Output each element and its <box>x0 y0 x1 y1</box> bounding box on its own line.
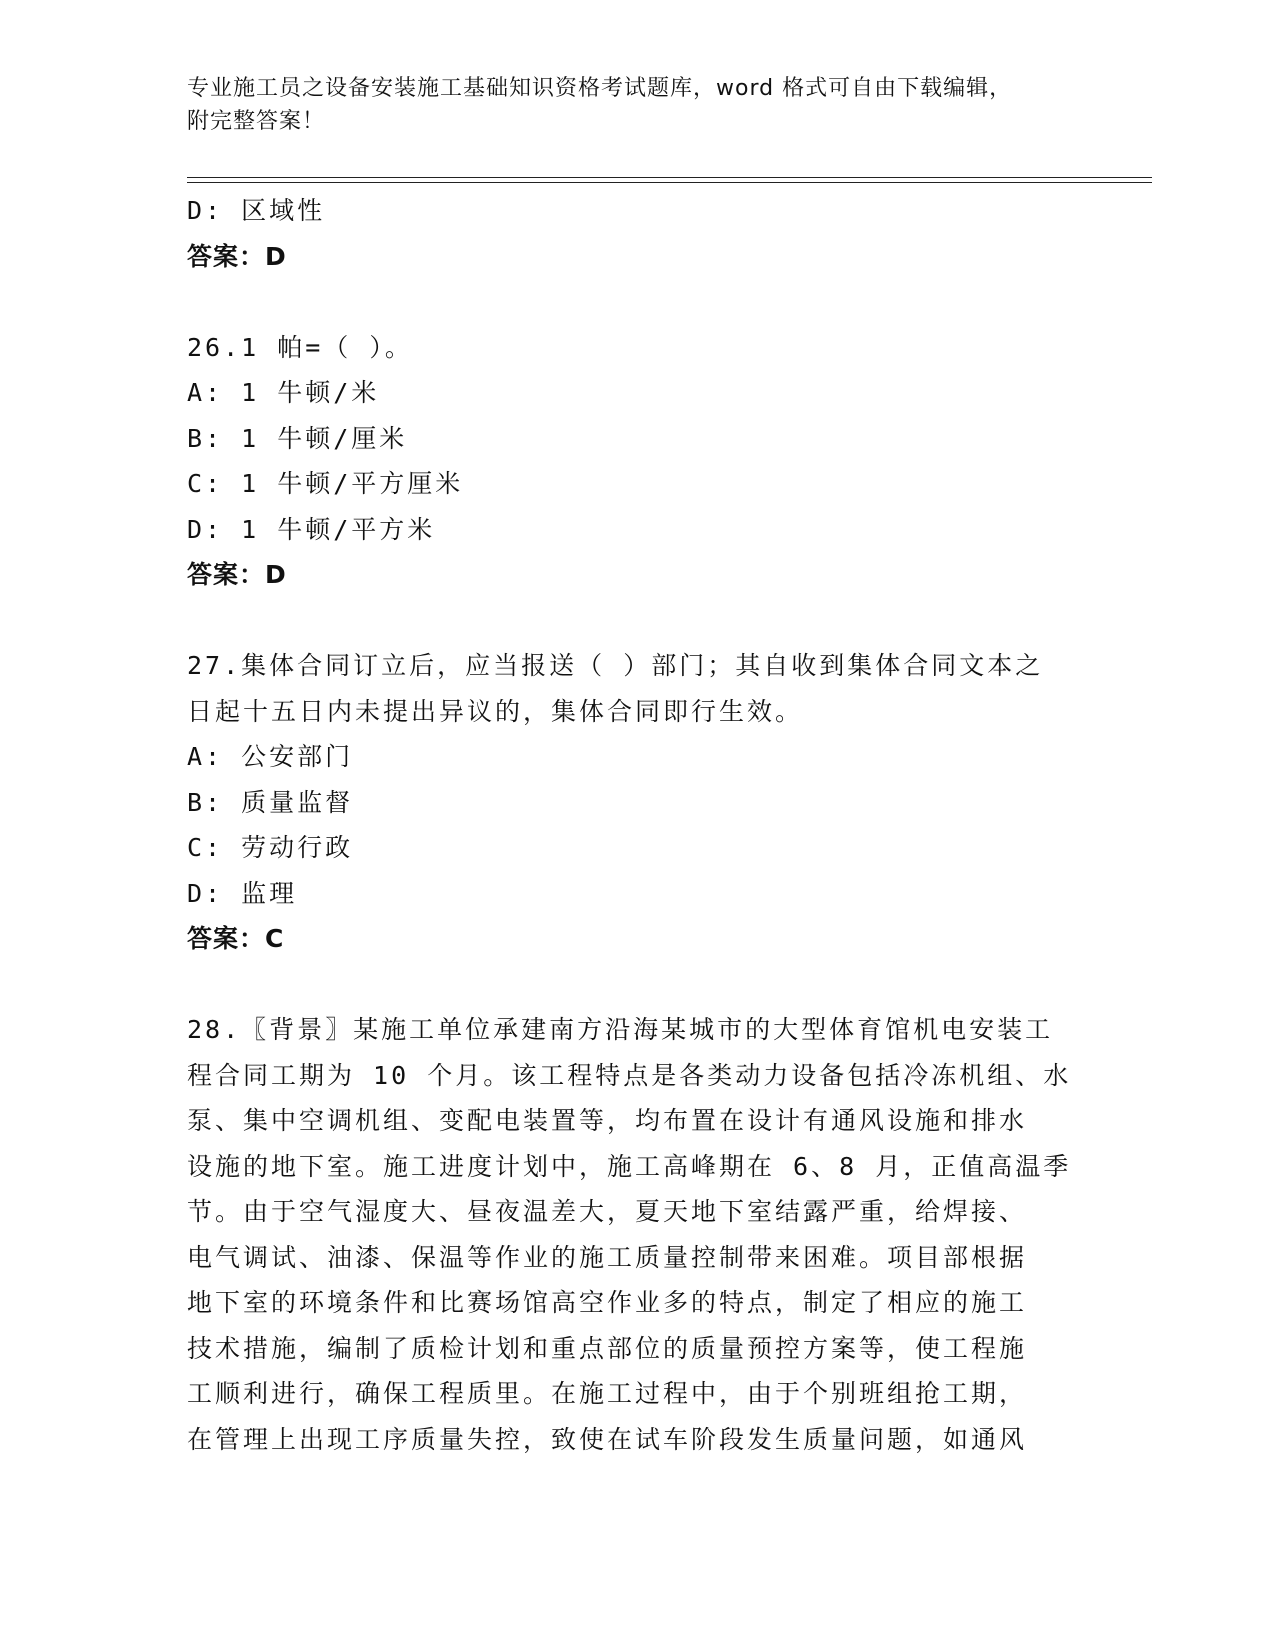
question-block <box>187 1007 1072 1462</box>
header-line-2: 附完整答案！ <box>187 109 326 134</box>
question-stem-line: 27.集体合同订立后，应当报送（ ）部门；其自收到集体合同文本之 <box>187 651 1044 680</box>
paragraph-line: 设施的地下室。施工进度计划中，施工高峰期在 6、8 月，正值高温季 <box>187 1151 1072 1181</box>
question-block <box>187 188 1072 279</box>
answer-line: 答案：D <box>187 241 287 271</box>
paragraph-line: 程合同工期为 10 个月。该工程特点是各类动力设备包括冷冻机组、水 <box>187 1060 1072 1090</box>
paragraph-line: 地下室的环境条件和比赛场馆高空作业多的特点，制定了相应的施工 <box>187 1288 1028 1317</box>
question-block <box>187 325 1072 598</box>
option-d: D: 监理 <box>187 878 298 908</box>
header-rule-top <box>187 177 1152 178</box>
header-line-1: 专业施工员之设备安装施工基础知识资格考试题库，word 格式可自由下载编辑， <box>187 76 1013 101</box>
question-stem-line: 日起十五日内未提出异议的，集体合同即行生效。 <box>187 696 804 726</box>
answer-line: 答案：D <box>187 560 287 589</box>
option-a: A: 公安部门 <box>187 742 354 771</box>
question-content <box>187 188 1072 1462</box>
paragraph-line: 28.〖背景〗某施工单位承建南方沿海某城市的大型体育馆机电安装工 <box>187 1015 1054 1044</box>
option-b: B: 1 牛顿/厘米 <box>187 423 408 453</box>
document-header <box>187 72 1067 138</box>
option-d: D: 区域性 <box>187 196 326 225</box>
option-c: C: 劳动行政 <box>187 833 354 862</box>
option-a: A: 1 牛顿/米 <box>187 378 380 407</box>
option-d: D: 1 牛顿/平方米 <box>187 514 436 544</box>
paragraph-line: 工顺利进行，确保工程质里。在施工过程中，由于个别班组抢工期， <box>187 1379 1028 1408</box>
answer-line: 答案：C <box>187 924 285 953</box>
option-c: C: 1 牛顿/平方厘米 <box>187 469 464 498</box>
option-b: B: 质量监督 <box>187 787 354 817</box>
paragraph-line: 在管理上出现工序质量失控，致使在试车阶段发生质量问题，如通风 <box>187 1424 1028 1454</box>
paragraph-line: 节。由于空气湿度大、昼夜温差大，夏天地下室结露严重，给焊接、 <box>187 1197 1028 1226</box>
paragraph-line: 电气调试、油漆、保温等作业的施工质量控制带来困难。项目部根据 <box>187 1242 1028 1272</box>
question-stem: 26.1 帕=（ ）。 <box>187 332 413 362</box>
paragraph-line: 泵、集中空调机组、变配电装置等，均布置在设计有通风设施和排水 <box>187 1106 1028 1135</box>
question-block <box>187 643 1072 962</box>
header-rule-bottom <box>187 182 1152 183</box>
paragraph-line: 技术措施，编制了质检计划和重点部位的质量预控方案等，使工程施 <box>187 1333 1028 1363</box>
